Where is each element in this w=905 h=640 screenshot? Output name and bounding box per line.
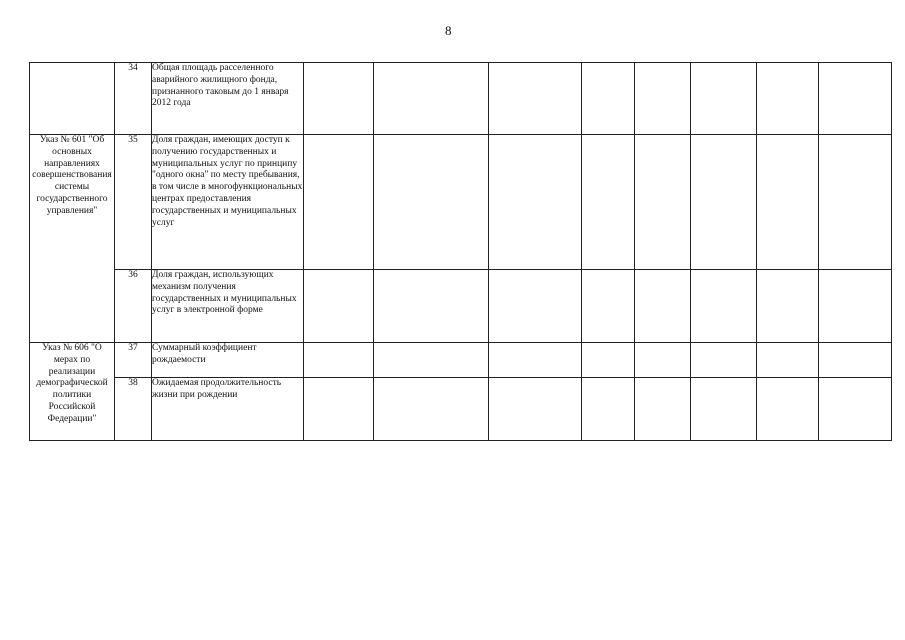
value-cell [304, 270, 374, 343]
value-cell [374, 343, 489, 378]
value-cell [757, 378, 819, 441]
value-cell [489, 343, 582, 378]
indicators-table [29, 62, 892, 441]
value-cell [635, 135, 691, 270]
value-cell [819, 63, 892, 135]
page-number: 8 [445, 23, 452, 38]
value-cell [819, 270, 892, 343]
decree-cell: Указ № 606 "О мерах по реализации демографической политики Российской Федерации" [30, 343, 115, 441]
value-cell [304, 135, 374, 270]
value-cell [582, 63, 635, 135]
indicator-name: Ожидаемая продолжительность жизни при рождении [152, 378, 304, 441]
value-cell [582, 378, 635, 441]
value-cell [757, 343, 819, 378]
table-row [30, 63, 892, 135]
value-cell [691, 378, 757, 441]
value-cell [757, 63, 819, 135]
value-cell [635, 343, 691, 378]
value-cell [489, 270, 582, 343]
value-cell [635, 270, 691, 343]
indicator-name: Доля граждан, имеющих доступ к получению государственных и муниципальных услуг по принципу "одного окна" по месту пребывания, в том числе в многофункциональных центрах предоставления государственных и муниципальных услуг [152, 135, 304, 270]
value-cell [691, 135, 757, 270]
table-row [30, 378, 892, 441]
decree-cell [30, 63, 115, 135]
value-cell [304, 378, 374, 441]
value-cell [635, 63, 691, 135]
table-row [30, 135, 892, 270]
table-row [30, 343, 892, 378]
value-cell [582, 270, 635, 343]
value-cell [304, 343, 374, 378]
value-cell [819, 343, 892, 378]
value-cell [304, 63, 374, 135]
indicator-name: Общая площадь расселенного аварийного жилищного фонда, признанного таковым до 1 января 2012 года [152, 63, 304, 135]
value-cell [374, 135, 489, 270]
value-cell [819, 378, 892, 441]
value-cell [757, 135, 819, 270]
row-number: 36 [115, 270, 152, 343]
value-cell [635, 378, 691, 441]
value-cell [489, 63, 582, 135]
value-cell [757, 270, 819, 343]
value-cell [582, 343, 635, 378]
indicator-name: Доля граждан, использующих механизм получения государственных и муниципальных услуг в электронной форме [152, 270, 304, 343]
value-cell [374, 63, 489, 135]
row-number: 35 [115, 135, 152, 270]
value-cell [374, 378, 489, 441]
value-cell [691, 343, 757, 378]
value-cell [489, 135, 582, 270]
value-cell [489, 378, 582, 441]
value-cell [691, 270, 757, 343]
row-number: 37 [115, 343, 152, 378]
value-cell [582, 135, 635, 270]
value-cell [691, 63, 757, 135]
decree-cell: Указ № 601 "Об основных направлениях совершенствования системы государственного управления" [30, 135, 115, 343]
value-cell [819, 135, 892, 270]
value-cell [374, 270, 489, 343]
row-number: 38 [115, 378, 152, 441]
row-number: 34 [115, 63, 152, 135]
table-row [30, 270, 892, 343]
indicator-name: Суммарный коэффициент рождаемости [152, 343, 304, 378]
